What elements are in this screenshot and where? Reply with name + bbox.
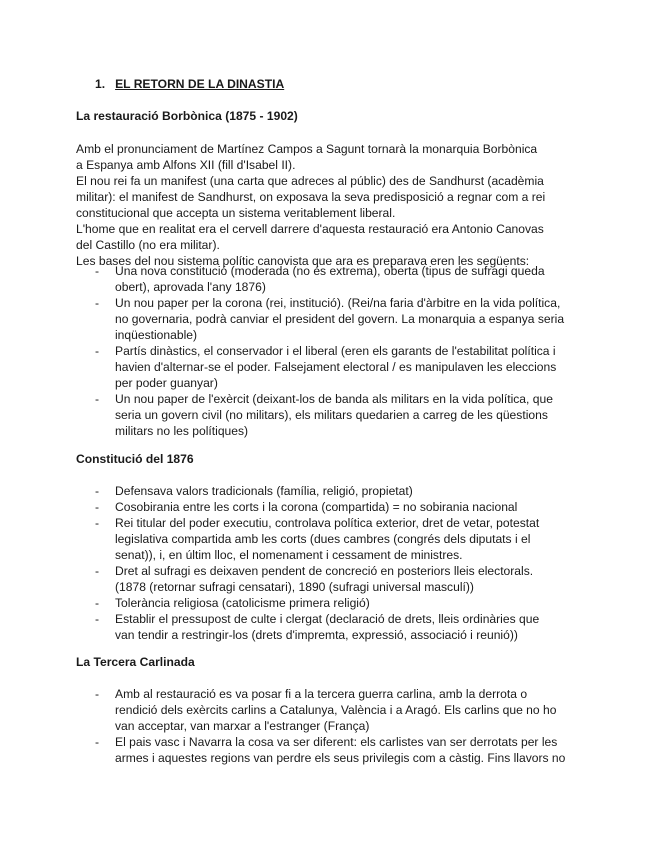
- dash-bullet: -: [95, 612, 100, 626]
- list-item: [76, 515, 561, 563]
- list-item-text: Cosobirania entre les corts i la corona (compartida) = no sobirania nacional: [115, 500, 518, 514]
- dash-bullet: -: [95, 344, 100, 358]
- dash-bullet: -: [95, 296, 100, 310]
- list-item-text: Un nou paper per la corona (rei, institució). (Rei/na faria d'àrbitre en la vida política, no governaria, podrà canviar el president del govern. La monarquia a espanya seria inqüestionable): [115, 296, 565, 342]
- dash-bullet: -: [95, 484, 100, 498]
- list-item: [76, 295, 576, 343]
- list-item: [76, 391, 576, 439]
- section-title-constitucio: Constitució del 1876: [76, 452, 194, 466]
- list-item-text: Amb al restauració es va posar fi a la tercera guerra carlina, amb la derrota o rendició dels exèrcits carlins a Catalunya, València i a Aragó. Els carlins que no ho van acceptar, van marxar a l'estranger (França): [115, 687, 557, 733]
- carlinada-list: [76, 686, 566, 766]
- list-item-text: Una nova constitució (moderada (no és extrema), oberta (tipus de sufragi queda obert), aprovada l'any 1876): [115, 264, 545, 294]
- list-item: [76, 343, 576, 391]
- restauracio-paragraphs: [76, 141, 546, 269]
- list-item: [76, 483, 561, 499]
- dash-bullet: -: [95, 392, 100, 406]
- list-item-text: Tolerància religiosa (catolicisme primera religió): [115, 596, 370, 610]
- list-item: [76, 734, 566, 766]
- list-item: [76, 263, 576, 295]
- heading-title: EL RETORN DE LA DINASTIA: [115, 77, 285, 91]
- dash-bullet: -: [95, 264, 100, 278]
- main-heading: [95, 76, 284, 92]
- list-item-text: El pais vasc i Navarra la cosa va ser diferent: els carlistes van ser derrotats per les armes i aquestes regions van perdre els seus privilegis com a càstig. Fins llavors no: [115, 735, 566, 765]
- dash-bullet: -: [95, 500, 100, 514]
- paragraph: El nou rei fa un manifest (una carta que adreces al públic) des de Sandhurst (acadèmia militar): el manifest de Sandhurst, on exposava la seva predisposició a regnar com a rei constitucional que accepta un sistema veritablement liberal.: [76, 174, 546, 220]
- list-item-text: Rei titular del poder executiu, controlava política exterior, dret de vetar, potestat legislativa compartida amb les corts (dues cambres (congrés dels diputats i el senat)), i, en últim lloc, el nomenament i cessament de ministres.: [115, 516, 540, 562]
- paragraph: Les bases del nou sistema polític canovista que ara es preparava eren les següents:: [76, 254, 530, 268]
- paragraph: L'home que en realitat era el cervell darrere d'aquesta restauració era Antonio Canovas del Castillo (no era militar).: [76, 222, 544, 252]
- dash-bullet: -: [95, 687, 100, 701]
- list-item-text: Un nou paper de l'exèrcit (deixant-los de banda als militars en la vida política, que seria un govern civil (no militars), els militars quedarien a carreg de les qüestions militars no les polítiques): [115, 392, 553, 438]
- list-item: [76, 595, 561, 611]
- section-title-carlinada: La Tercera Carlinada: [76, 655, 195, 669]
- list-item: [76, 499, 561, 515]
- section-title-restauracio: La restauració Borbònica (1875 - 1902): [76, 109, 298, 123]
- restauracio-list: [76, 263, 576, 439]
- heading-number: 1.: [95, 77, 106, 91]
- dash-bullet: -: [95, 735, 100, 749]
- list-item: [76, 563, 561, 595]
- list-item-text: Defensava valors tradicionals (família, religió, propietat): [115, 484, 413, 498]
- list-item: [76, 686, 566, 734]
- list-item-text: Establir el pressupost de culte i clergat (declaració de drets, lleis ordinàries que van tendir a restringir-los (drets d'impremta, expressió, associació i reunió)): [115, 612, 540, 642]
- list-item: [76, 611, 561, 643]
- list-item-text: Dret al sufragi es deixaven pendent de concreció en posteriors lleis electorals. (1878 (retornar sufragi censatari), 1890 (sufragi universal masculí)): [115, 564, 534, 594]
- list-item-text: Partís dinàstics, el conservador i el liberal (eren els garants de l'estabilitat política i havien d'alternar-se el poder. Falsejament electoral / es manipulaven les eleccions per poder guanyar): [115, 344, 557, 390]
- constitucio-list: [76, 483, 561, 643]
- paragraph: Amb el pronunciament de Martínez Campos a Sagunt tornarà la monarquia Borbònica a Espanya amb Alfons XII (fill d'Isabel II).: [76, 142, 538, 172]
- dash-bullet: -: [95, 564, 100, 578]
- dash-bullet: -: [95, 596, 100, 610]
- dash-bullet: -: [95, 516, 100, 530]
